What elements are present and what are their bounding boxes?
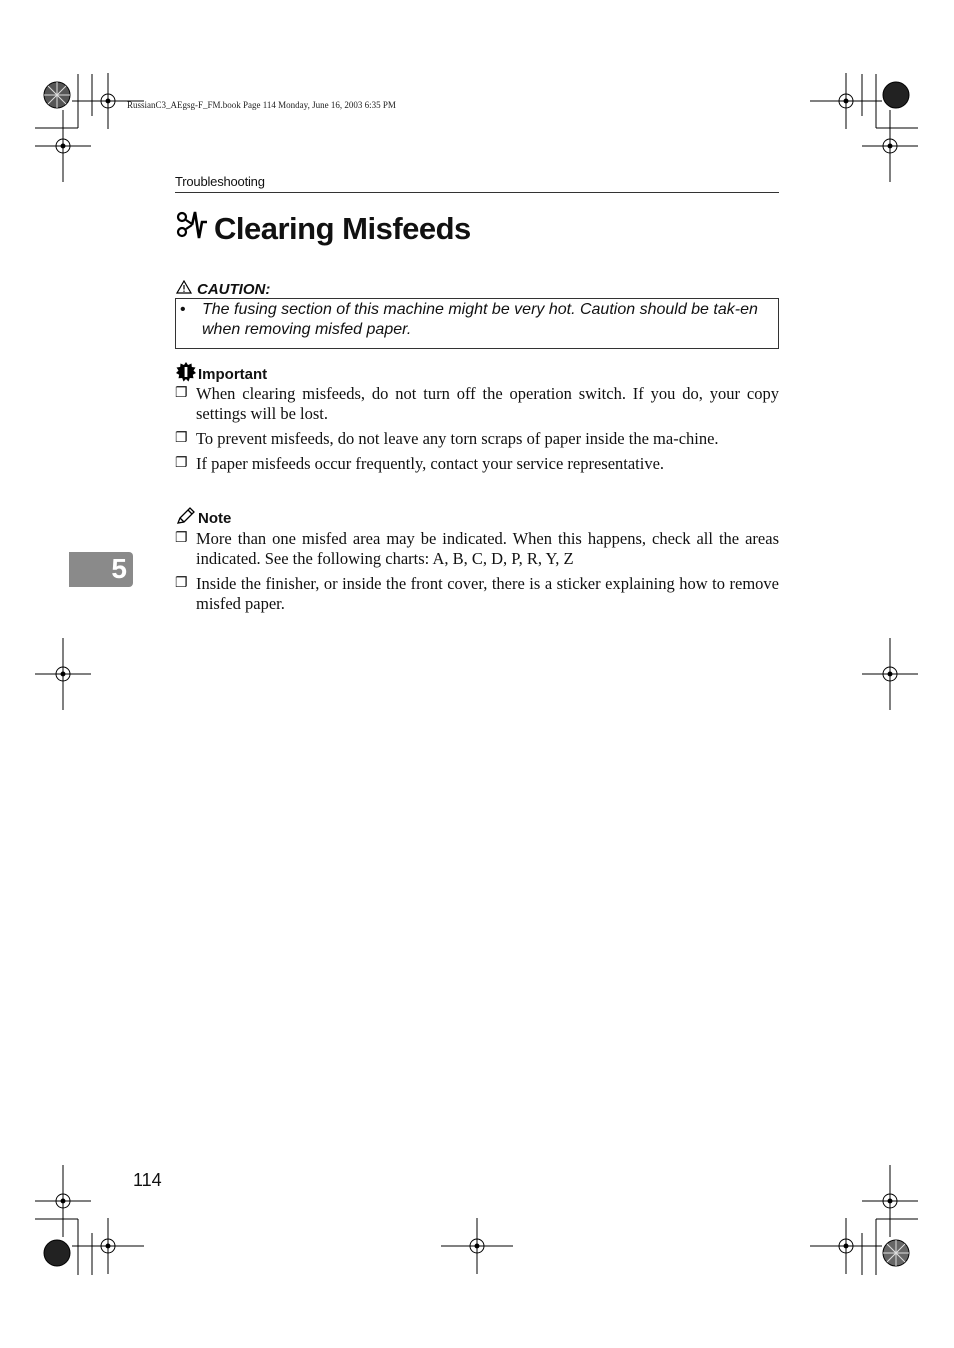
warning-triangle-icon (176, 280, 192, 298)
pencil-icon (176, 507, 196, 529)
list-item: ❐ More than one misfed area may be indicated. When this happens, check all the areas indicated. See the following charts: A, B, C, D, P, R, Y, Z (175, 529, 779, 568)
caution-text: The fusing section of this machine might be very hot. Caution should be tak-en when removing misfed paper. (202, 301, 758, 338)
note-label: Note (198, 509, 232, 527)
list-item: ❐ Inside the finisher, or inside the front cover, there is a sticker explaining how to remove misfed paper. (175, 574, 779, 613)
list-item: ❐ If paper misfeeds occur frequently, contact your service representative. (175, 454, 665, 473)
page-number: 114 (133, 1170, 162, 1190)
important-heading (176, 362, 267, 386)
bullet: • (180, 301, 186, 318)
page-title (176, 210, 471, 248)
title-text: Clearing Misfeeds (214, 211, 471, 246)
list-item: ❐ When clearing misfeeds, do not turn off the operation switch. If you do, your copy settings will be lost. (175, 384, 779, 423)
caution-label: CAUTION: (197, 280, 271, 298)
header-rule (175, 192, 779, 193)
list-item: ❐ To prevent misfeeds, do not leave any torn scraps of paper inside the ma-chine. (175, 429, 719, 448)
caution-item (180, 300, 772, 340)
important-label: Important (198, 365, 268, 383)
misfeed-icon (176, 210, 208, 248)
checkbox-icon: ❐ (175, 576, 188, 591)
checkbox-icon: ❐ (175, 531, 188, 546)
chapter-tab (69, 552, 133, 587)
caution-heading (176, 280, 270, 298)
important-list (175, 384, 779, 479)
note-list (175, 529, 779, 619)
checkbox-icon: ❐ (175, 431, 188, 446)
important-badge-icon (176, 362, 196, 386)
running-head: Troubleshooting (175, 174, 265, 189)
chapter-number: 5 (111, 553, 127, 584)
print-info: RussianC3_AEgsg-F_FM.book Page 114 Monday, June 16, 2003 6:35 PM (127, 100, 396, 110)
note-heading (176, 507, 231, 529)
checkbox-icon: ❐ (175, 386, 188, 401)
checkbox-icon: ❐ (175, 456, 188, 471)
